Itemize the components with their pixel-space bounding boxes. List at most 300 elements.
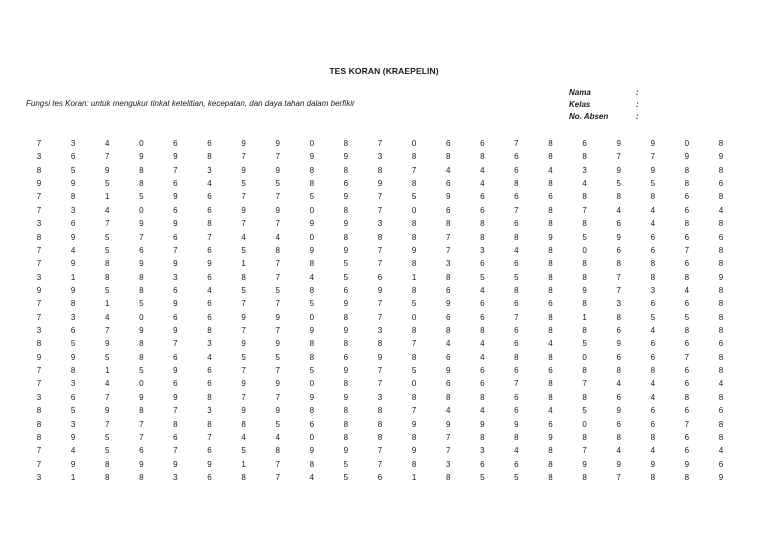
grid-digit: 4 (684, 285, 690, 295)
grid-digit: 9 (616, 459, 621, 469)
grid-digit: 9 (104, 406, 110, 416)
grid-digit: 8 (343, 406, 349, 416)
grid-digit: 8 (582, 192, 587, 202)
grid-digit: 1 (104, 366, 110, 376)
grid-digit: 8 (411, 259, 417, 269)
grid-digit: 7 (36, 459, 42, 469)
grid-digit: 8 (650, 366, 656, 376)
grid-digit: 8 (241, 419, 246, 429)
grid-digit: 6 (445, 179, 451, 189)
grid-digit: 9 (275, 339, 280, 349)
grid-digit: 8 (411, 285, 417, 295)
grid-digit: 9 (173, 152, 178, 162)
grid-digit: 6 (173, 232, 178, 242)
grid-digit: 4 (616, 205, 621, 215)
grid-digit: 6 (514, 152, 519, 162)
grid-digit: 3 (445, 259, 451, 269)
grid-digit: 3 (650, 285, 656, 295)
grid-digit: 8 (70, 299, 76, 309)
grid-digit: 6 (684, 432, 690, 442)
grid-digit: 9 (70, 432, 76, 442)
grid-digit: 9 (309, 326, 315, 336)
grid-digit: 9 (104, 165, 110, 175)
grid-digit: 7 (411, 165, 417, 175)
grid-digit: 9 (104, 339, 110, 349)
grid-digit: 8 (718, 312, 724, 322)
grid-digit: 9 (173, 392, 178, 402)
grid-digit: 8 (582, 432, 587, 442)
grid-digit: 8 (411, 352, 417, 362)
grid-digit: 7 (275, 326, 280, 336)
grid-digit: 7 (616, 473, 621, 482)
grid-digit: 9 (70, 352, 76, 362)
grid-digit: 8 (343, 379, 349, 389)
grid-digit: 8 (514, 432, 519, 442)
grid-digit: 9 (445, 366, 451, 376)
grid-digit: 4 (650, 326, 656, 336)
grid-digit: 4 (275, 432, 280, 442)
grid-digit: 6 (616, 245, 621, 255)
grid-digit: 6 (616, 326, 621, 336)
grid-digit: 0 (309, 232, 315, 242)
grid-digit: 0 (139, 139, 144, 148)
grid-digit: 7 (36, 299, 42, 309)
grid-digit: 4 (241, 232, 246, 242)
grid-digit: 5 (343, 473, 349, 482)
grid-digit: 7 (514, 379, 519, 389)
grid-digit: 7 (173, 339, 178, 349)
grid-digit: 3 (70, 312, 76, 322)
grid-digit: 5 (616, 179, 621, 189)
grid-digit: 9 (411, 419, 417, 429)
grid-digit: 9 (173, 299, 178, 309)
grid-digit: 8 (718, 366, 724, 376)
grid-digit: 8 (650, 432, 656, 442)
grid-digit: 4 (514, 446, 519, 456)
grid-digit: 7 (207, 232, 212, 242)
grid-digit: 7 (377, 366, 383, 376)
grid-digit: 7 (139, 432, 144, 442)
grid-digit: 6 (548, 366, 553, 376)
grid-digit: 8 (548, 205, 553, 215)
grid-digit: 6 (480, 299, 485, 309)
grid-digit: 4 (241, 432, 246, 442)
grid-digit: 8 (548, 272, 553, 282)
grid-digit: 8 (411, 392, 417, 402)
grid-digit: 8 (445, 272, 451, 282)
grid-digit: 6 (650, 339, 656, 349)
identity-colon: : (636, 100, 639, 109)
grid-digit: 4 (548, 339, 553, 349)
grid-digit: 4 (480, 179, 485, 189)
grid-digit: 8 (139, 285, 144, 295)
grid-digit: 9 (70, 232, 76, 242)
grid-digit: 0 (139, 205, 144, 215)
grid-digit: 6 (514, 339, 519, 349)
grid-digit: 6 (684, 299, 690, 309)
grid-digit: 8 (309, 459, 315, 469)
page-title: TES KORAN (KRAEPELIN) (329, 66, 439, 76)
grid-digit: 3 (36, 473, 42, 482)
grid-digit: 9 (36, 179, 42, 189)
grid-digit: 8 (480, 392, 485, 402)
identity-colon: : (636, 112, 639, 121)
grid-digit: 9 (343, 366, 349, 376)
grid-digit: 5 (514, 272, 519, 282)
grid-digit: 6 (445, 379, 451, 389)
grid-digit: 8 (377, 232, 383, 242)
grid-digit: 9 (309, 245, 315, 255)
grid-digit: 1 (241, 259, 246, 269)
grid-digit: 6 (173, 432, 178, 442)
grid-digit: 7 (377, 379, 383, 389)
grid-digit: 7 (650, 152, 656, 162)
grid-digit: 8 (718, 326, 724, 336)
grid-digit: 6 (514, 459, 519, 469)
grid-digit: 8 (548, 245, 553, 255)
grid-digit: 9 (241, 205, 246, 215)
grid-digit: 9 (207, 259, 212, 269)
grid-digit: 5 (104, 179, 110, 189)
grid-digit: 8 (650, 272, 656, 282)
grid-digit: 6 (70, 219, 76, 229)
grid-digit: 7 (411, 406, 417, 416)
grid-digit: 8 (36, 432, 42, 442)
grid-digit: 8 (718, 219, 724, 229)
grid-digit: 9 (445, 192, 451, 202)
grid-digit: 9 (343, 299, 349, 309)
grid-digit: 4 (650, 379, 656, 389)
grid-digit: 6 (684, 232, 690, 242)
grid-digit: 9 (173, 219, 178, 229)
grid-digit: 7 (104, 219, 110, 229)
grid-digit: 9 (343, 326, 349, 336)
grid-digit: 6 (480, 312, 485, 322)
grid-digit: 7 (104, 392, 110, 402)
grid-digit: 7 (36, 379, 42, 389)
grid-digit: 6 (616, 352, 621, 362)
grid-digit: 7 (616, 152, 621, 162)
grid-digit: 8 (548, 352, 553, 362)
grid-digit: 8 (139, 179, 144, 189)
grid-digit: 6 (684, 339, 690, 349)
grid-digit: 7 (445, 432, 451, 442)
grid-digit: 7 (173, 446, 178, 456)
grid-digit: 9 (309, 446, 315, 456)
grid-digit: 8 (548, 139, 553, 148)
grid-digit: 7 (241, 219, 246, 229)
grid-digit: 6 (548, 299, 553, 309)
grid-digit: 5 (241, 245, 246, 255)
grid-digit: 8 (241, 473, 246, 482)
grid-digit: 8 (36, 419, 42, 429)
grid-digit: 8 (275, 245, 280, 255)
grid-digit: 8 (309, 285, 315, 295)
grid-digit: 7 (104, 419, 110, 429)
grid-digit: 6 (207, 272, 212, 282)
grid-digit: 0 (139, 379, 144, 389)
grid-digit: 7 (275, 459, 280, 469)
grid-digit: 6 (514, 219, 519, 229)
grid-digit: 8 (343, 339, 349, 349)
grid-digit: 6 (173, 312, 178, 322)
grid-digit: 5 (480, 272, 485, 282)
grid-digit: 9 (70, 285, 76, 295)
grid-digit: 9 (241, 339, 246, 349)
grid-digit: 8 (718, 285, 724, 295)
grid-digit: 7 (241, 192, 246, 202)
grid-digit: 7 (275, 366, 280, 376)
grid-digit: 4 (582, 179, 587, 189)
grid-digit: 6 (514, 392, 519, 402)
grid-digit: 6 (207, 312, 212, 322)
grid-digit: 1 (70, 473, 76, 482)
grid-digit: 6 (684, 259, 690, 269)
grid-digit: 7 (445, 446, 451, 456)
grid-digit: 8 (548, 446, 553, 456)
test-purpose-text: Fungsi tes Koran: untuk mengukur tinkat ketelitian, kecepatan, dan daya tahan dalam berfikir (26, 99, 355, 108)
grid-digit: 5 (104, 352, 110, 362)
grid-digit: 8 (548, 259, 553, 269)
grid-digit: 4 (309, 272, 315, 282)
grid-digit: 9 (616, 139, 621, 148)
grid-digit: 8 (241, 272, 246, 282)
grid-digit: 5 (70, 339, 76, 349)
grid-digit: 9 (139, 219, 144, 229)
grid-digit: 0 (582, 245, 587, 255)
grid-digit: 8 (480, 232, 485, 242)
grid-digit: 3 (582, 165, 587, 175)
grid-digit: 4 (480, 352, 485, 362)
grid-digit: 6 (650, 352, 656, 362)
grid-digit: 4 (548, 165, 553, 175)
grid-digit: 7 (241, 152, 246, 162)
grid-digit: 3 (70, 419, 76, 429)
grid-digit: 4 (445, 339, 451, 349)
grid-digit: 9 (173, 459, 178, 469)
grid-digit: 9 (445, 419, 451, 429)
grid-digit: 7 (377, 259, 383, 269)
grid-digit: 8 (377, 406, 383, 416)
grid-digit: 8 (104, 473, 110, 482)
grid-digit: 9 (139, 152, 144, 162)
grid-digit: 6 (514, 165, 519, 175)
grid-digit: 8 (616, 366, 621, 376)
grid-digit: 9 (718, 152, 724, 162)
grid-digit: 3 (36, 326, 42, 336)
grid-digit: 5 (275, 285, 280, 295)
grid-digit: 8 (411, 232, 417, 242)
grid-digit: 4 (480, 406, 485, 416)
grid-digit: 7 (377, 299, 383, 309)
grid-digit: 9 (411, 446, 417, 456)
grid-digit: 6 (650, 419, 656, 429)
grid-digit: 8 (309, 165, 315, 175)
grid-digit: 4 (718, 205, 724, 215)
grid-digit: 8 (548, 379, 553, 389)
grid-digit: 4 (207, 352, 212, 362)
grid-digit: 9 (377, 352, 383, 362)
grid-digit: 3 (36, 152, 42, 162)
grid-digit: 8 (684, 473, 690, 482)
grid-digit: 7 (514, 312, 519, 322)
grid-digit: 5 (139, 192, 144, 202)
grid-digit: 8 (411, 179, 417, 189)
grid-digit: 8 (582, 152, 587, 162)
grid-digit: 6 (514, 326, 519, 336)
grid-digit: 7 (684, 245, 690, 255)
grid-digit: 8 (36, 406, 42, 416)
grid-digit: 9 (70, 459, 76, 469)
grid-digit: 8 (616, 259, 621, 269)
grid-digit: 8 (70, 192, 76, 202)
grid-digit: 8 (139, 406, 144, 416)
grid-digit: 4 (718, 379, 724, 389)
grid-digit: 0 (582, 352, 587, 362)
grid-digit: 5 (275, 352, 280, 362)
grid-digit: 1 (104, 299, 110, 309)
grid-digit: 5 (275, 419, 280, 429)
grid-digit: 4 (480, 285, 485, 295)
grid-digit: 7 (445, 245, 451, 255)
grid-digit: 6 (445, 312, 451, 322)
grid-digit: 9 (343, 152, 349, 162)
grid-digit: 4 (548, 406, 553, 416)
grid-digit: 8 (514, 285, 519, 295)
grid-digit: 8 (445, 392, 451, 402)
grid-digit: 8 (36, 232, 42, 242)
grid-digit: 5 (139, 299, 144, 309)
grid-digit: 7 (36, 205, 42, 215)
grid-digit: 9 (309, 152, 315, 162)
grid-digit: 1 (241, 459, 246, 469)
grid-digit: 7 (377, 312, 383, 322)
grid-digit: 6 (650, 406, 656, 416)
grid-digit: 7 (514, 139, 519, 148)
grid-digit: 6 (445, 352, 451, 362)
grid-digit: 6 (616, 419, 621, 429)
grid-digit: 0 (684, 139, 690, 148)
grid-digit: 8 (582, 392, 587, 402)
grid-digit: 9 (718, 473, 724, 482)
grid-digit: 8 (718, 392, 724, 402)
grid-digit: 0 (309, 432, 315, 442)
grid-digit: 8 (139, 272, 144, 282)
grid-digit: 9 (70, 259, 76, 269)
grid-digit: 4 (275, 232, 280, 242)
grid-digit: 6 (684, 406, 690, 416)
grid-digit: 5 (582, 406, 587, 416)
grid-digit: 8 (718, 419, 724, 429)
grid-digit: 9 (275, 379, 280, 389)
grid-digit: 6 (650, 245, 656, 255)
grid-digit: 3 (445, 459, 451, 469)
grid-digit: 9 (275, 205, 280, 215)
grid-digit: 8 (343, 165, 349, 175)
grid-digit: 8 (684, 179, 690, 189)
grid-digit: 5 (411, 192, 417, 202)
grid-digit: 7 (275, 392, 280, 402)
grid-digit: 9 (275, 139, 280, 148)
grid-digit: 8 (650, 192, 656, 202)
grid-digit: 8 (718, 139, 724, 148)
grid-digit: 8 (104, 272, 110, 282)
grid-digit: 8 (718, 165, 724, 175)
identity-label-no-absen: No. Absen (569, 112, 609, 121)
grid-digit: 6 (207, 379, 212, 389)
grid-digit: 6 (582, 139, 587, 148)
grid-digit: 6 (480, 366, 485, 376)
grid-digit: 9 (309, 219, 315, 229)
grid-digit: 8 (718, 245, 724, 255)
grid-digit: 8 (445, 219, 451, 229)
grid-digit: 5 (275, 179, 280, 189)
grid-digit: 6 (616, 219, 621, 229)
grid-digit: 9 (139, 392, 144, 402)
grid-digit: 4 (445, 406, 451, 416)
grid-digit: 9 (343, 446, 349, 456)
grid-digit: 6 (480, 192, 485, 202)
grid-digit: 7 (36, 245, 42, 255)
grid-digit: 7 (616, 285, 621, 295)
grid-digit: 5 (343, 272, 349, 282)
grid-digit: 0 (411, 139, 417, 148)
grid-digit: 9 (343, 192, 349, 202)
grid-digit: 0 (411, 205, 417, 215)
grid-digit: 8 (343, 205, 349, 215)
grid-digit: 6 (173, 352, 178, 362)
grid-digit: 9 (139, 259, 144, 269)
grid-digit: 4 (480, 339, 485, 349)
grid-digit: 7 (104, 326, 110, 336)
grid-digit: 7 (173, 165, 178, 175)
grid-digit: 8 (548, 459, 553, 469)
grid-digit: 6 (207, 446, 212, 456)
grid-digit: 5 (411, 366, 417, 376)
grid-digit: 6 (173, 205, 178, 215)
grid-digit: 6 (514, 366, 519, 376)
grid-digit: 8 (377, 432, 383, 442)
grid-digit: 8 (377, 419, 383, 429)
grid-digit: 9 (241, 139, 246, 148)
grid-digit: 5 (650, 312, 656, 322)
grid-digit: 8 (582, 219, 587, 229)
grid-digit: 9 (548, 232, 553, 242)
grid-digit: 8 (548, 285, 553, 295)
grid-digit: 6 (684, 446, 690, 456)
grid-digit: 0 (411, 379, 417, 389)
grid-digit: 7 (411, 339, 417, 349)
grid-digit: 4 (70, 245, 76, 255)
grid-digit: 8 (36, 339, 42, 349)
grid-digit: 6 (514, 299, 519, 309)
grid-digit: 5 (343, 259, 349, 269)
grid-digit: 3 (480, 446, 485, 456)
grid-digit: 3 (173, 272, 178, 282)
grid-digit: 4 (104, 379, 110, 389)
grid-digit: 3 (207, 406, 212, 416)
grid-digit: 8 (309, 352, 315, 362)
grid-digit: 8 (548, 473, 553, 482)
grid-digit: 9 (514, 419, 519, 429)
grid-digit: 7 (684, 419, 690, 429)
grid-digit: 6 (139, 446, 144, 456)
grid-digit: 6 (514, 259, 519, 269)
grid-digit: 6 (207, 366, 212, 376)
grid-digit: 5 (582, 232, 587, 242)
grid-digit: 3 (70, 205, 76, 215)
grid-digit: 1 (582, 312, 587, 322)
